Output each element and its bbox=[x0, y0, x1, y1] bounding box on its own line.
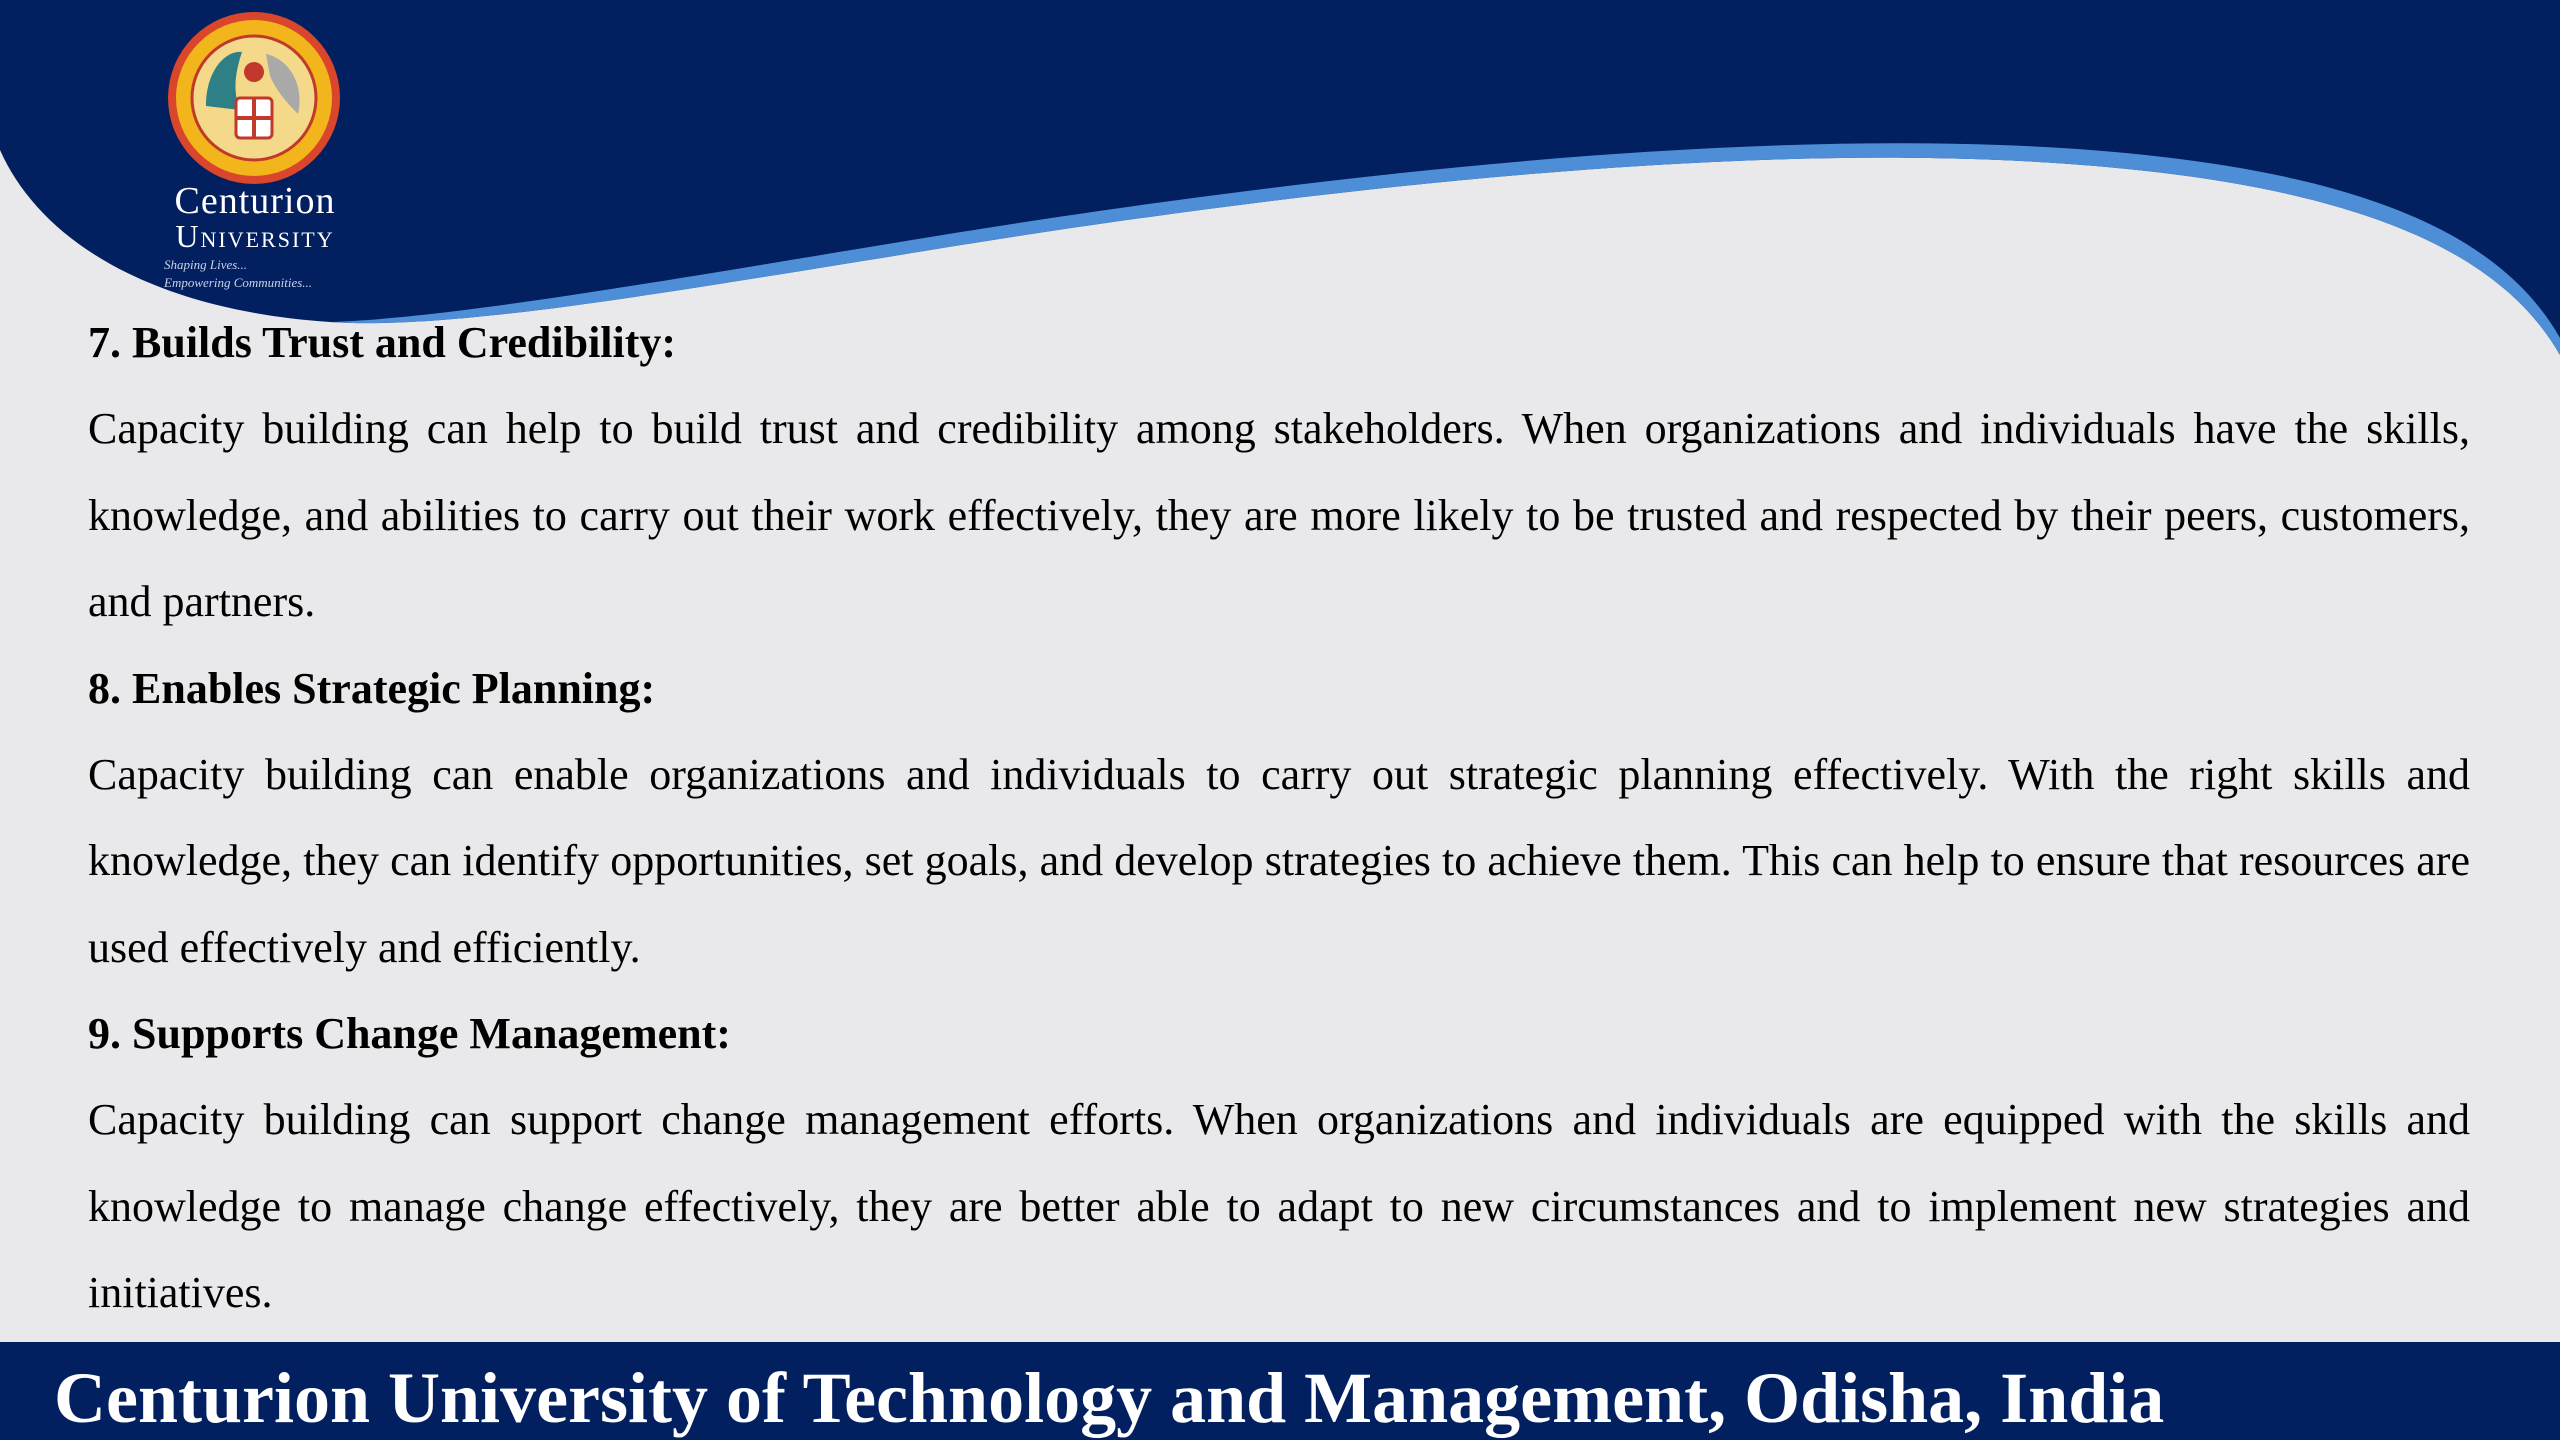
logo-subtitle: University bbox=[175, 218, 335, 254]
section-body: Capacity building can enable organizations and individuals to carry out strategic planning effectively. With the right skills and knowledge, they can identify opportunities, set goals, and develop strategies to achieve them. This can help to ensure that resources are used effectively and efficiently. bbox=[88, 749, 2470, 972]
section-body: Capacity building can help to build trust and credibility among stakeholders. When organizations and individuals have the skills, knowledge, and abilities to carry out their work effectively, they are more likely to be trusted and respected by their peers, customers, and partners. bbox=[88, 404, 2470, 626]
section-heading: 9. Supports Change Management: bbox=[88, 1009, 731, 1058]
slide-content bbox=[88, 300, 2470, 1337]
footer-bar bbox=[0, 1342, 2560, 1440]
section-heading: 8. Enables Strategic Planning: bbox=[88, 663, 656, 713]
logo-tagline-1: Shaping Lives... bbox=[164, 257, 248, 272]
university-seal-icon bbox=[166, 10, 342, 186]
logo-tagline-2: Empowering Communities... bbox=[164, 275, 313, 290]
section-strategic-planning bbox=[88, 646, 2470, 992]
section-body: Capacity building can support change management efforts. When organizations and individuals are equipped with the skills and knowledge to manage change effectively, they are better able to adapt to new circumstances and to implement new strategies and initiatives. bbox=[88, 1095, 2470, 1317]
section-trust bbox=[88, 300, 2470, 646]
university-logo bbox=[160, 10, 350, 300]
footer-text: Centurion University of Technology and Management, Odisha, India bbox=[54, 1358, 2165, 1438]
logo-name: Centurion bbox=[174, 180, 336, 222]
section-change-management bbox=[88, 991, 2470, 1337]
section-heading: 7. Builds Trust and Credibility: bbox=[88, 318, 677, 367]
